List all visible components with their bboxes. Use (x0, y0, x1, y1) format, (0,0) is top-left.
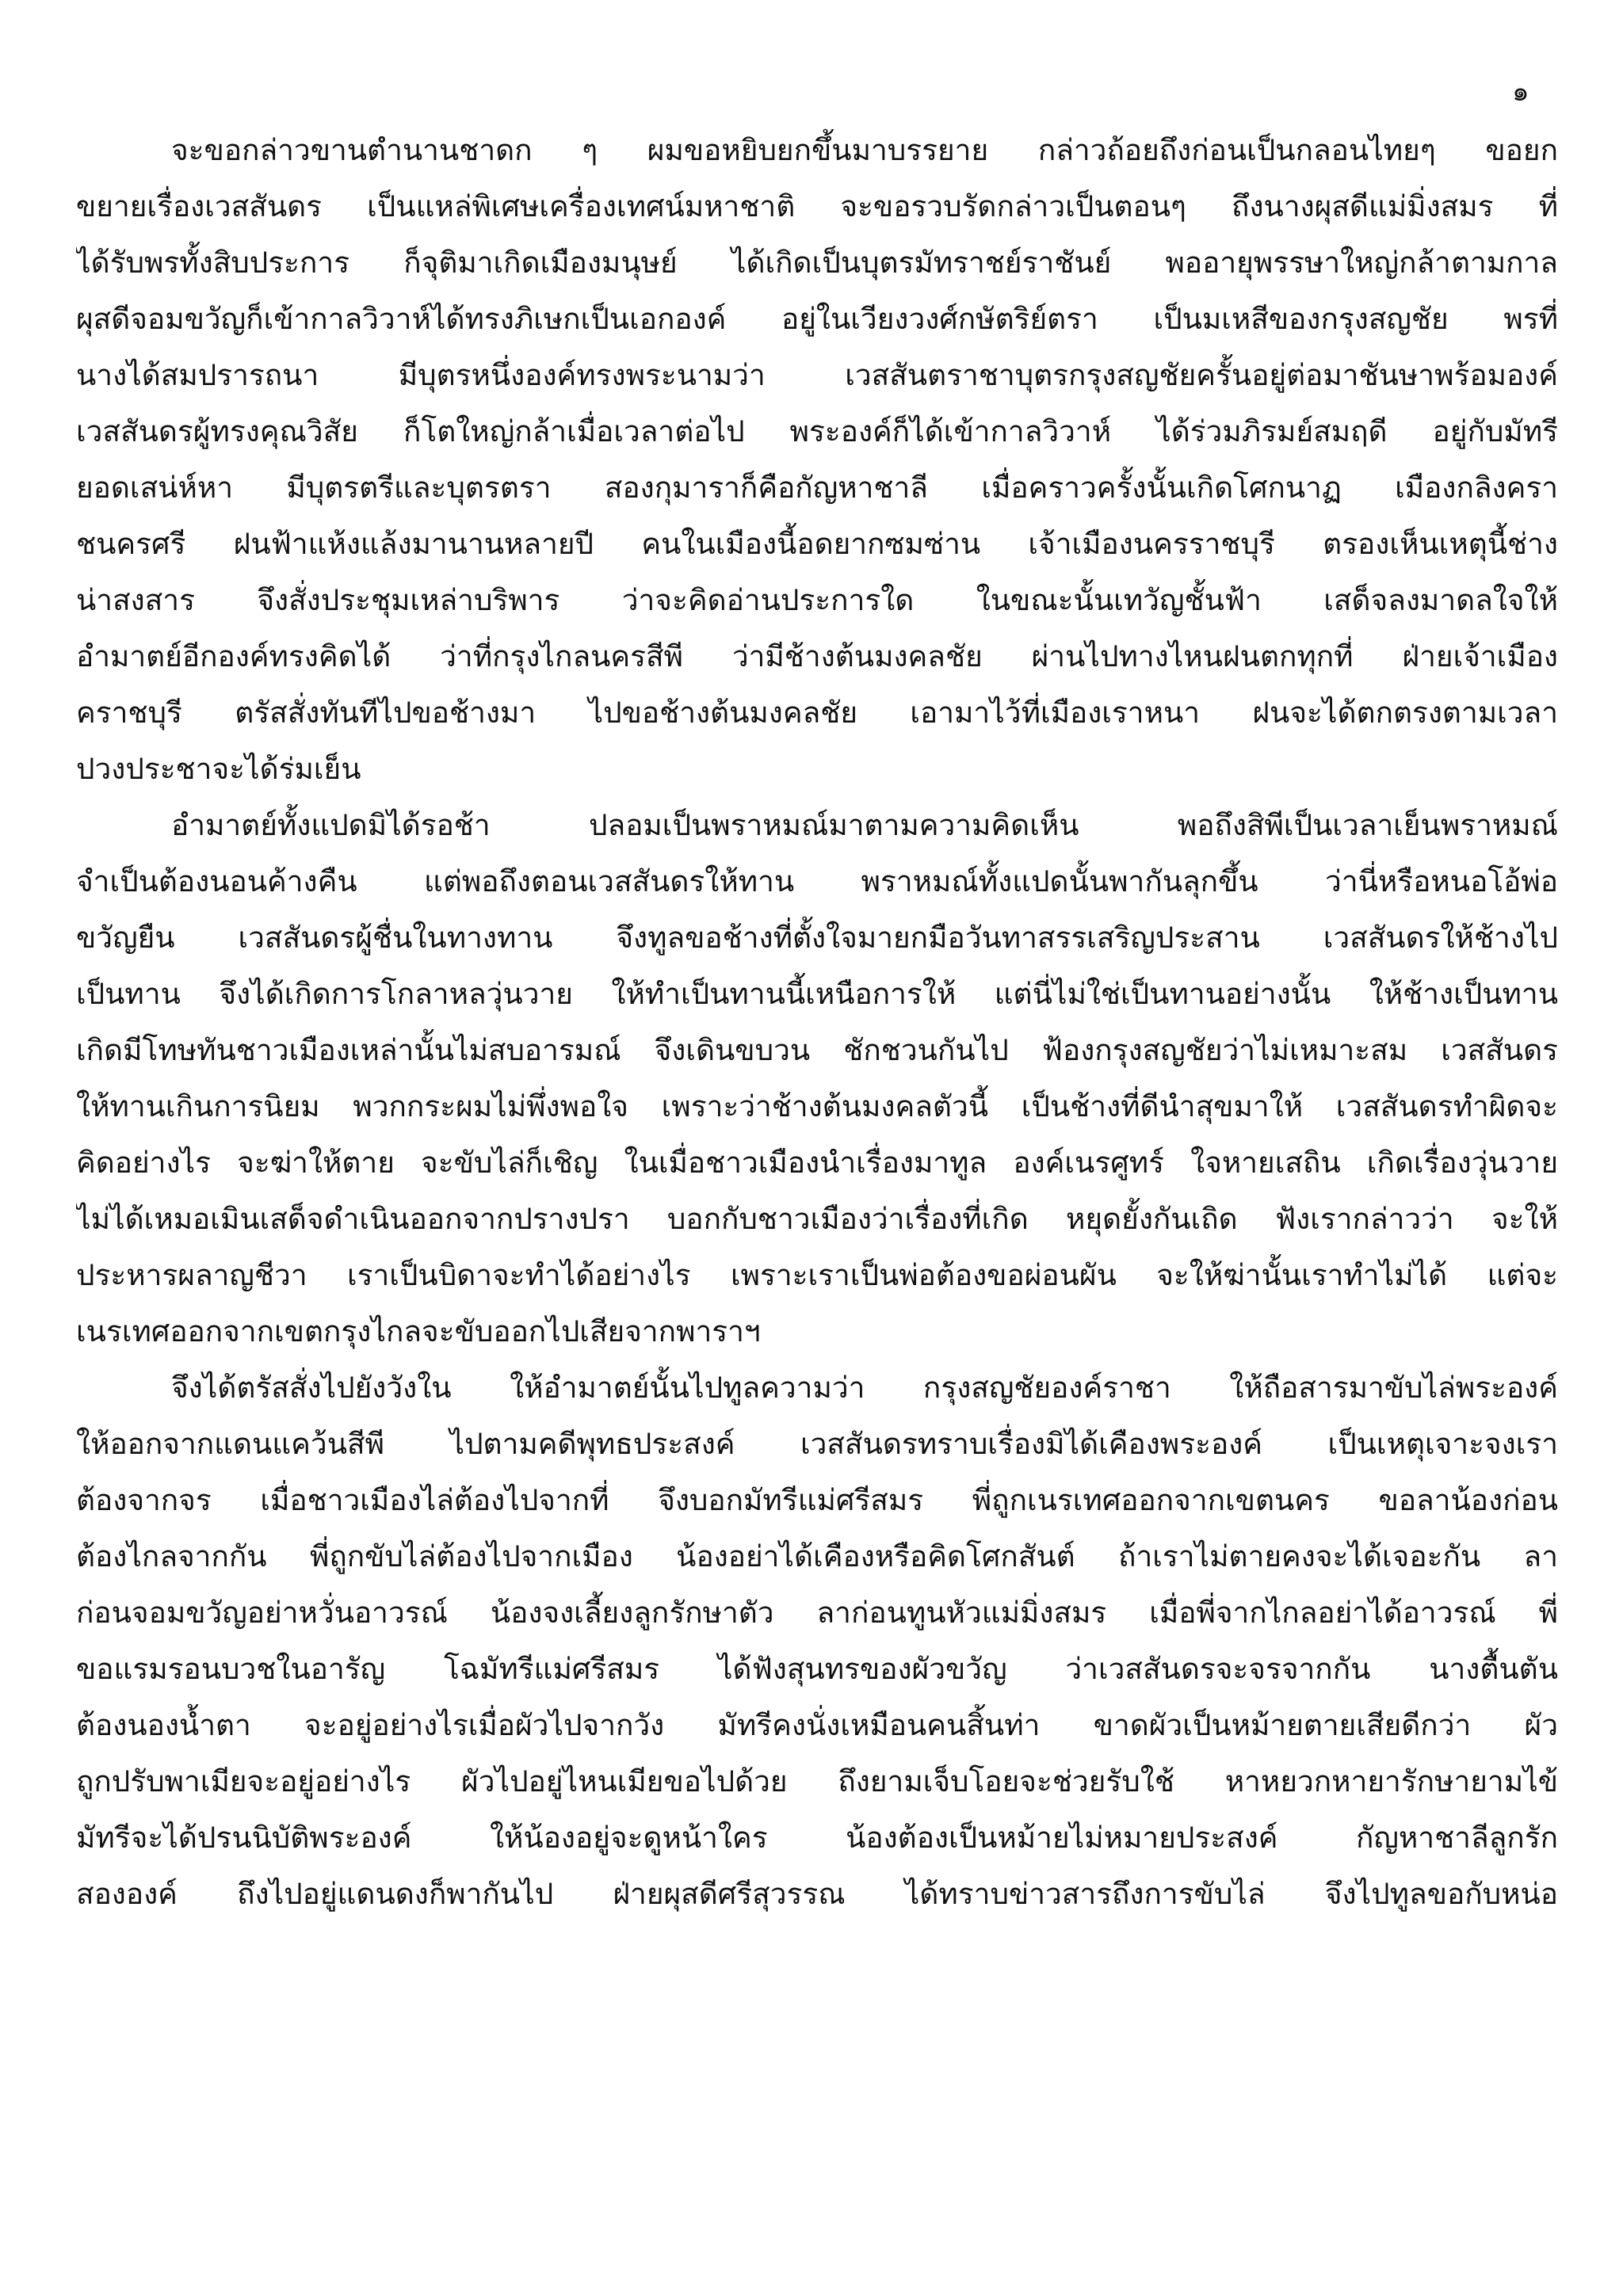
text-line: เนรเทศออกจากเขตกรุงไกลจะขับออกไปเสียจากพาราฯ (76, 1314, 761, 1348)
text-line: คิดอย่างไร จะฆ่าให้ตาย จะขับไล่ก็เชิญ ในเมื่อชาวเมืองนำเรื่องมาทูล องค์เนรศูทร์ ใจหายเสถิน เกิดเรื่องวุ่นวาย (76, 1146, 1558, 1180)
text-line: เวสสันดรผู้ทรงคุณวิสัย ก็โตใหญ่กล้าเมื่อเวลาต่อไป พระองค์ก็ได้เข้ากาลวิวาห์ ได้ร่วมภิรมย์สมฤดี อยู่กับมัทรี (76, 414, 1558, 448)
text-line: น่าสงสาร จึงสั่งประชุมเหล่าบริพาร ว่าจะคิดอ่านประการใด ในขณะนั้นเทวัญชั้นฟ้า เสด็จลงมาดลใจให้ (76, 583, 1558, 617)
text-line: ชนครศรี ฝนฟ้าแห้งแล้งมานานหลายปี คนในเมืองนี้อดยากซมซ่าน เจ้าเมืองนครราชบุรี ตรองเห็นเหตุนี้ช่าง (76, 527, 1558, 561)
text-line: นางได้สมปรารถนา มีบุตรหนึ่งองค์ทรงพระนามว่า เวสสันตราชาบุตรกรุงสญชัยครั้นอยู่ต่อมาชันษาพร้อมองค์ (76, 358, 1558, 392)
text-line: เกิดมีโทษทันชาวเมืองเหล่านั้นไม่สบอารมณ์ จึงเดินขบวน ชักชวนกันไป ฟ้องกรุงสญชัยว่าไม่เหมาะสม เวสสันดร (76, 1033, 1558, 1067)
text-line: ผุสดีจอมขวัญก็เข้ากาลวิวาห์ได้ทรงภิเษกเป็นเอกองค์ อยู่ในเวียงวงศ์กษัตริย์ตรา เป็นมเหสีของกรุงสญชัย พรที่ (76, 302, 1558, 336)
text-line: ต้องนองน้ำตา จะอยู่อย่างไรเมื่อผัวไปจากวัง มัทรีคงนั่งเหมือนคนสิ้นท่า ขาดผัวเป็นหม้ายตายเสียดีกว่า ผัว (76, 1708, 1558, 1742)
text-line: ปวงประชาจะได้ร่มเย็น (76, 752, 361, 786)
text-line: ไม่ได้เหมอเมินเสด็จดำเนินออกจากปรางปรา บอกกับชาวเมืองว่าเรื่องที่เกิด หยุดยั้งกันเถิด ฟังเรากล่าวว่า จะให้ (76, 1202, 1558, 1236)
text-line: สององค์ ถึงไปอยู่แดนดงก็พากันไป ฝ่ายผุสดีศรีสุวรรณ ได้ทราบข่าวสารถึงการขับไล่ จึงไปทูลขอกับหน่อ (76, 1877, 1558, 1911)
text-line: ขยายเรื่องเวสสันดร เป็นแหล่พิเศษเครื่องเทศน์มหาชาติ จะขอรวบรัดกล่าวเป็นตอนๆ ถึงนางผุสดีแม่มิ่งสมร ที่ (76, 189, 1558, 223)
text-line: ขวัญยืน เวสสันดรผู้ชื่นในทางทาน จึงทูลขอช้างที่ตั้งใจมายกมือวันทาสรรเสริญประสาน เวสสันดรให้ช้างไป (76, 921, 1558, 955)
text-line: ขอแรมรอนบวชในอารัญ โฉมัทรีแม่ศรีสมร ได้ฟังสุนทรของผัวขวัญ ว่าเวสสันดรจะจรจากกัน นางตื้นตัน (76, 1652, 1558, 1686)
text-line: ได้รับพรทั้งสิบประการ ก็จุติมาเกิดเมืองมนุษย์ ได้เกิดเป็นบุตรมัทราชย์ราชันย์ พออายุพรรษาใหญ่กล้าตามกาล (76, 246, 1558, 280)
text-line: อำมาตย์อีกองค์ทรงคิดได้ ว่าที่กรุงไกลนครสีพี ว่ามีช้างต้นมงคลชัย ผ่านไปทางไหนฝนตกทุกที่ ฝ่ายเจ้าเมือง (76, 639, 1558, 673)
text-line: ถูกปรับพาเมียจะอยู่อย่างไร ผัวไปอยู่ไหนเมียขอไปด้วย ถึงยามเจ็บโอยจะช่วยรับใช้ หาหยวกหายารักษายามไข้ (76, 1764, 1558, 1798)
text-line: ต้องไกลจากกัน พี่ถูกขับไล่ต้องไปจากเมือง น้องอย่าได้เคืองหรือคิดโศกสันต์ ถ้าเราไม่ตายคงจะได้เจอะกัน ลา (76, 1539, 1558, 1573)
text-line: คราชบุรี ตรัสสั่งทันทีไปขอช้างมา ไปขอช้างต้นมงคลชัย เอามาไว้ที่เมืองเราหนา ฝนจะได้ตกตรงตามเวลา (76, 696, 1558, 730)
text-line: ให้ออกจากแดนแคว้นสีพี ไปตามคดีพุทธประสงค์ เวสสันดรทราบเรื่องมิได้เคืองพระองค์ เป็นเหตุเจาะจงเรา (76, 1427, 1558, 1461)
text-line: ประหารผลาญชีวา เราเป็นบิดาจะทำได้อย่างไร เพราะเราเป็นพ่อต้องขอผ่อนผัน จะให้ฆ่านั้นเราทำไม่ได้ แต่จะ (76, 1258, 1558, 1292)
text-line: ให้ทานเกินการนิยม พวกกระผมไม่พึ่งพอใจ เพราะว่าช้างต้นมงคลตัวนี้ เป็นช้างที่ดีนำสุขมาให้ เวสสันดรทำผิดจะ (76, 1089, 1558, 1123)
text-line: อำมาตย์ทั้งแปดมิได้รอช้า ปลอมเป็นพราหมณ์มาตามความคิดเห็น พอถึงสิพีเป็นเวลาเย็นพราหมณ์ (171, 808, 1558, 842)
text-line: มัทรีจะได้ปรนนิบัติพระองค์ ให้น้องอยู่จะดูหน้าใคร น้องต้องเป็นหม้ายไม่หมายประสงค์ กัญหาชาลีลูกรัก (76, 1821, 1558, 1855)
text-line: ต้องจากจร เมื่อชาวเมืองไล่ต้องไปจากที่ จึงบอกมัทรีแม่ศรีสมร พี่ถูกเนรเทศออกจากเขตนคร ขอลาน้องก่อน (76, 1483, 1558, 1517)
text-line: จำเป็นต้องนอนค้างคืน แต่พอถึงตอนเวสสันดรให้ทาน พราหมณ์ทั้งแปดนั้นพากันลุกขึ้น ว่านี่หรือหนอโอ้พ่อ (76, 864, 1558, 898)
text-line: เป็นทาน จึงได้เกิดการโกลาหลวุ่นวาย ให้ทำเป็นทานนี้เหนือการให้ แต่นี่ไม่ใช่เป็นทานอย่างนั้น ให้ช้างเป็นทาน (76, 977, 1558, 1011)
text-line: จะขอกล่าวขานตำนานชาดก ๆ ผมขอหยิบยกขึ้นมาบรรยาย กล่าวถ้อยถึงก่อนเป็นกลอนไทยๆ ขอยก (171, 133, 1558, 167)
text-line: จึงได้ตรัสสั่งไปยังวังใน ให้อำมาตย์นั้นไปทูลความว่า กรุงสญชัยองค์ราชา ให้ถือสารมาขับไล่พระองค์ (171, 1371, 1558, 1405)
text-line: ยอดเสน่ห์หา มีบุตรตรีและบุตรตรา สองกุมาราก็คือกัญหาชาลี เมื่อคราวครั้งนั้นเกิดโศกนาฏ เมืองกลิงครา (76, 471, 1558, 505)
body-text (76, 122, 1558, 1922)
text-line: ก่อนจอมขวัญอย่าหวั่นอาวรณ์ น้องจงเลี้ยงลูกรักษาตัว ลาก่อนทูนหัวแม่มิ่งสมร เมื่อพี่จากไกลอย่าได้อาวรณ์ พี่ (76, 1596, 1558, 1630)
page-number: ๑ (1512, 76, 1529, 108)
